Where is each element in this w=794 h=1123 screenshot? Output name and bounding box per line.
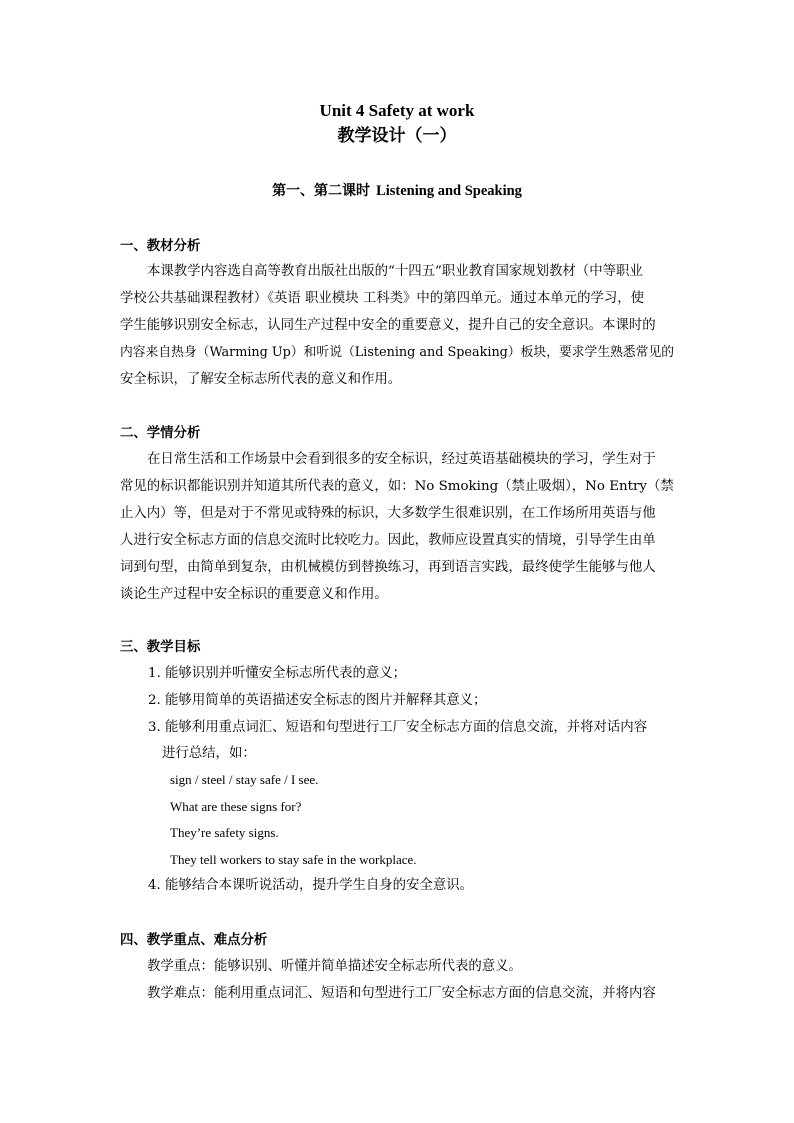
example-line (0, 797, 794, 817)
section-1-heading-line (0, 236, 794, 256)
paragraph-text: 内容来自热身（Warming Up）和听说（Listening and Speaking）板块，要求学生熟悉常见的 (120, 345, 675, 360)
paragraph-line (0, 450, 794, 470)
paragraph-line (0, 984, 794, 1004)
paragraph-text: 谈论生产过程中安全标识的重要意义和作用。 (120, 587, 388, 602)
paragraph-text: 教学重点：能够识别、听懂并简单描述安全标志所代表的意义。 (147, 959, 522, 974)
paragraph-line (0, 289, 794, 309)
paragraph-text: 止入内）等，但是对于不常见或特殊的标识，大多数学生很难识别，在工作场所用英语与他 (120, 506, 656, 521)
example-text: What are these signs for? (170, 799, 302, 814)
section-4-heading-line (0, 930, 794, 950)
paragraph-line (0, 504, 794, 524)
section-2-heading-line (0, 423, 794, 443)
list-item (0, 718, 794, 738)
paragraph-line (0, 343, 794, 363)
section-heading: 三、教学目标 (120, 639, 201, 655)
list-item-text: 1. 能够识别并听懂安全标志所代表的意义； (148, 666, 407, 681)
section-heading: 二、学情分析 (120, 425, 201, 441)
list-item (0, 876, 794, 896)
list-item (0, 664, 794, 684)
paragraph-line (0, 957, 794, 977)
example-text: sign / steel / stay safe / I see. (170, 772, 319, 787)
section-heading: 一、教材分析 (120, 238, 201, 254)
paragraph-text: 本课教学内容选自高等教育出版社出版的“十四五”职业教育国家规划教材（中等职业 (147, 264, 643, 279)
list-item-text: 2. 能够用简单的英语描述安全标志的图片并解释其意义； (148, 693, 487, 708)
section-heading: 四、教学重点、难点分析 (120, 932, 268, 948)
paragraph-text: 在日常生活和工作场景中会看到很多的安全标识，经过英语基础模块的学习，学生对于 (147, 452, 656, 467)
section-3-heading-line (0, 637, 794, 657)
example-line (0, 770, 794, 790)
example-text: They’re safety signs. (170, 825, 279, 840)
document-title-en: Unit 4 Safety at work (319, 101, 475, 120)
paragraph-line (0, 477, 794, 497)
example-line (0, 850, 794, 870)
paragraph-text: 词到句型，由简单到复杂，由机械模仿到替换练习，再到语言实践，最终使学生能够与他人 (120, 560, 656, 575)
paragraph-text: 常见的标识都能识别并知道其所代表的意义，如：No Smoking（禁止吸烟），No Entry（禁 (120, 479, 674, 494)
paragraph-line (0, 531, 794, 551)
lesson-heading-cn: 第一、第二课时 (272, 183, 371, 199)
paragraph-text: 人进行安全标志方面的信息交流时比较吃力。因此，教师应设置真实的情境，引导学生由单 (120, 533, 656, 548)
document-title-cn: 教学设计（一） (337, 126, 457, 146)
paragraph-line (0, 558, 794, 578)
list-item-text: 进行总结，如： (162, 746, 256, 761)
paragraph-line (0, 262, 794, 282)
paragraph-line (0, 585, 794, 605)
paragraph-line (0, 316, 794, 336)
example-text: They tell workers to stay safe in the workplace. (170, 852, 417, 867)
list-item-text: 4. 能够结合本课听说活动，提升学生自身的安全意识。 (148, 878, 474, 893)
list-item-continuation (0, 744, 794, 764)
list-item (0, 691, 794, 711)
paragraph-text: 学校公共基础课程教材）《英语 职业模块 工科类》中的第四单元。通过本单元的学习，使 (120, 291, 645, 306)
lesson-heading-en: Listening and Speaking (376, 183, 522, 199)
paragraph-line (0, 370, 794, 390)
lesson-heading (0, 181, 794, 201)
example-line (0, 823, 794, 843)
paragraph-text: 教学难点：能利用重点词汇、短语和句型进行工厂安全标志方面的信息交流，并将内容 (147, 986, 656, 1001)
list-item-text: 3. 能够利用重点词汇、短语和句型进行工厂安全标志方面的信息交流，并将对话内容 (148, 720, 648, 735)
paragraph-text: 安全标识，了解安全标志所代表的意义和作用。 (120, 372, 402, 387)
paragraph-text: 学生能够识别安全标志，认同生产过程中安全的重要意义，提升自己的安全意识。本课时的 (120, 318, 656, 333)
